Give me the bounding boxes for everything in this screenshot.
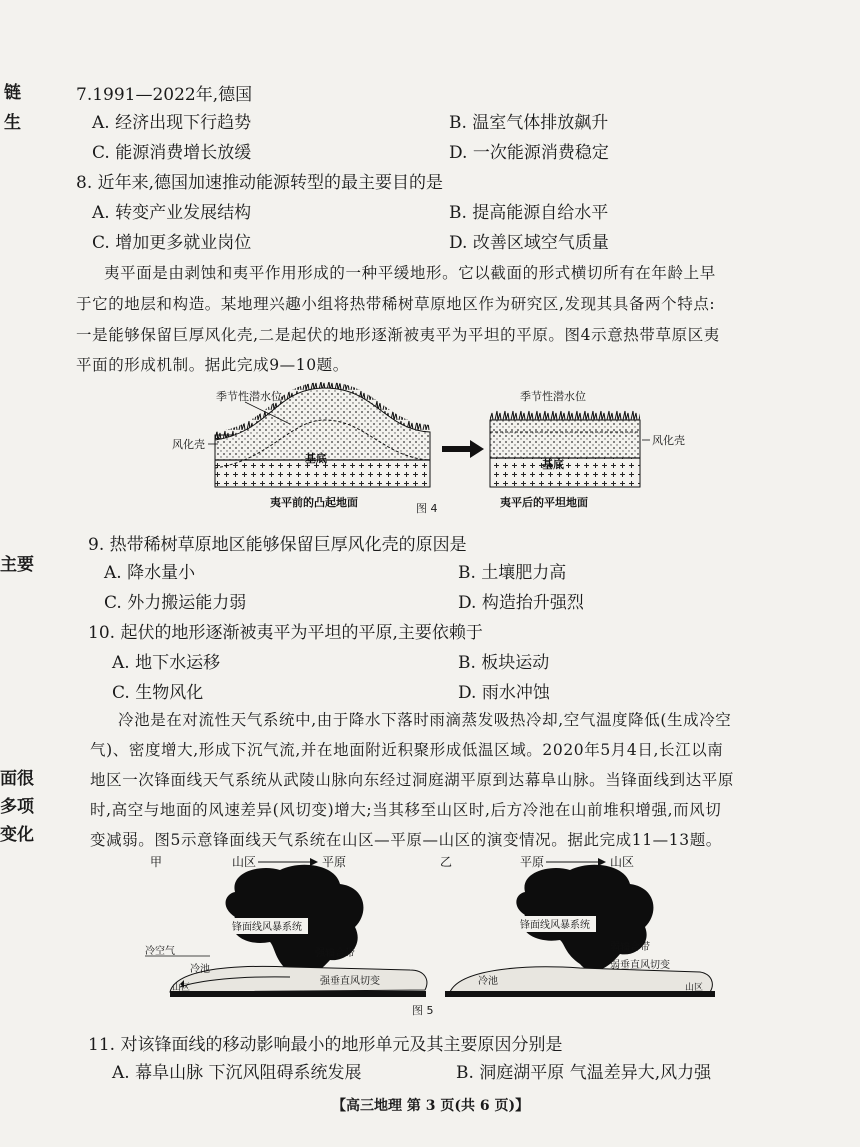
page-footer: 【高三地理 第 3 页(共 6 页)】 (332, 1098, 530, 1114)
jia-shear-label: 强垂直风切变 (320, 976, 380, 987)
yi-gust-label: 弱辐合带 (610, 942, 650, 953)
margin-fragment: 链 (4, 83, 21, 103)
figure-5-label: 图 5 (412, 1004, 434, 1017)
question-10-option-a: A. 地下水运移 (112, 653, 221, 673)
question-7-option-c: C. 能源消费增长放缓 (92, 143, 252, 163)
yi-ground (445, 991, 715, 997)
question-7-option-a: A. 经济出现下行趋势 (92, 113, 252, 133)
panel-yi-label: 乙 (440, 855, 453, 869)
margin-fragment: 面很 (0, 769, 34, 789)
panel-yi-to: 山区 (610, 855, 635, 869)
panel-yi-from: 平原 (520, 855, 545, 869)
question-9-stem: 9. 热带稀树草原地区能够保留巨厚风化壳的原因是 (88, 535, 467, 555)
yi-cold-pool-label: 冷池 (478, 976, 498, 987)
passage-2-line: 冷池是在对流性天气系统中,由于降水下落时雨滴蒸发吸热冷却,空气温度降低(生成冷空 (118, 711, 732, 729)
margin-fragment: 多项 (0, 797, 34, 817)
question-8-option-a: A. 转变产业发展结构 (92, 203, 252, 223)
question-7-option-b: B. 温室气体排放飙升 (449, 113, 609, 133)
passage-1-line: 夷平面是由剥蚀和夷平作用形成的一种平缓地形。它以截面的形式横切所有在年龄上早 (104, 264, 716, 282)
yi-mountain-label: 山区 (685, 983, 704, 993)
yi-storm-label: 锋面线风暴系统 (520, 920, 590, 931)
question-8-stem: 8. 近年来,德国加速推动能源转型的最主要目的是 (76, 173, 444, 193)
question-9-option-d: D. 构造抬升强烈 (458, 593, 584, 613)
figure-4-label: 图 4 (416, 502, 438, 515)
jia-mountain-label: 山区 (172, 983, 191, 993)
left-base-label: 基底 (305, 452, 327, 465)
question-9-option-c: C. 外力搬运能力弱 (104, 593, 247, 613)
question-10-option-d: D. 雨水冲蚀 (458, 683, 550, 703)
passage-2-line: 气)、密度增大,形成下沉气流,并在地面附近积聚形成低温区域。2020年5月4日,长江以南 (90, 741, 724, 759)
left-caption: 夷平前的凸起地面 (270, 496, 358, 509)
passage-1-line: 一是能够保留巨厚风化壳,二是起伏的地形逐渐被夷平为平坦的平原。图4示意热带草原区夷 (76, 326, 720, 344)
transition-arrow (442, 440, 484, 458)
yi-shear-label: 弱垂直风切变 (610, 960, 670, 971)
question-11-stem: 11. 对该锋面线的移动影响最小的地形单元及其主要原因分别是 (88, 1035, 563, 1055)
passage-2-line: 地区一次锋面线天气系统从武陵山脉向东经过洞庭湖平原到达幕阜山脉。当锋面线到达平原 (90, 771, 735, 789)
left-weathering-label: 风化壳 (172, 438, 205, 451)
question-9-option-a: A. 降水量小 (104, 563, 196, 583)
figure-5-diagram (140, 852, 720, 1000)
jia-ground (170, 991, 426, 997)
right-weathering-label: 风化壳 (652, 434, 685, 447)
question-9-option-b: B. 土壤肥力高 (458, 563, 567, 583)
right-base-label: 基底 (542, 458, 564, 471)
passage-1-line: 平面的形成机制。据此完成9—10题。 (76, 356, 349, 374)
margin-fragment: 主要 (0, 555, 34, 575)
figure-4-diagram (150, 380, 710, 515)
panel-jia-to: 平原 (322, 855, 347, 869)
passage-2-line: 变减弱。图5示意锋面线天气系统在山区—平原—山区的演变情况。据此完成11—13题。 (90, 831, 722, 849)
question-8-option-d: D. 改善区域空气质量 (449, 233, 609, 253)
jia-storm-label: 锋面线风暴系统 (232, 922, 302, 933)
jia-cold-pool-label: 冷池 (190, 964, 210, 975)
panel-jia-from: 山区 (232, 855, 257, 869)
question-7-stem: 7.1991—2022年,德国 (76, 85, 253, 105)
question-11-option-a: A. 幕阜山脉 下沉风阻碍系统发展 (112, 1063, 362, 1083)
panel-jia-label: 甲 (150, 855, 163, 869)
margin-fragment: 生 (4, 113, 21, 133)
right-grass-band (490, 410, 640, 420)
jia-gust-label: 强辐合带 (315, 948, 355, 959)
question-8-option-c: C. 增加更多就业岗位 (92, 233, 252, 253)
question-7-option-d: D. 一次能源消费稳定 (449, 143, 609, 163)
passage-2-line: 时,高空与地面的风速差异(风切变)增大;当其移至山区时,后方冷池在山前堆积增强,而风切 (90, 801, 722, 819)
passage-1-line: 于它的地层和构造。某地理兴趣小组将热带稀树草原地区作为研究区,发现其具备两个特点: (76, 295, 716, 313)
right-water-label: 季节性潜水位 (520, 390, 586, 403)
right-caption: 夷平后的平坦地面 (500, 496, 588, 509)
jia-cold-air-label: 冷空气 (145, 946, 175, 957)
margin-fragment: 变化 (0, 825, 34, 845)
question-10-stem: 10. 起伏的地形逐渐被夷平为平坦的平原,主要依赖于 (88, 623, 483, 643)
right-weathering-crust (490, 420, 640, 458)
left-water-label: 季节性潜水位 (216, 390, 282, 403)
question-10-option-b: B. 板块运动 (458, 653, 550, 673)
question-10-option-c: C. 生物风化 (112, 683, 204, 703)
question-11-option-b: B. 洞庭湖平原 气温差异大,风力强 (456, 1063, 712, 1083)
question-8-option-b: B. 提高能源自给水平 (449, 203, 609, 223)
